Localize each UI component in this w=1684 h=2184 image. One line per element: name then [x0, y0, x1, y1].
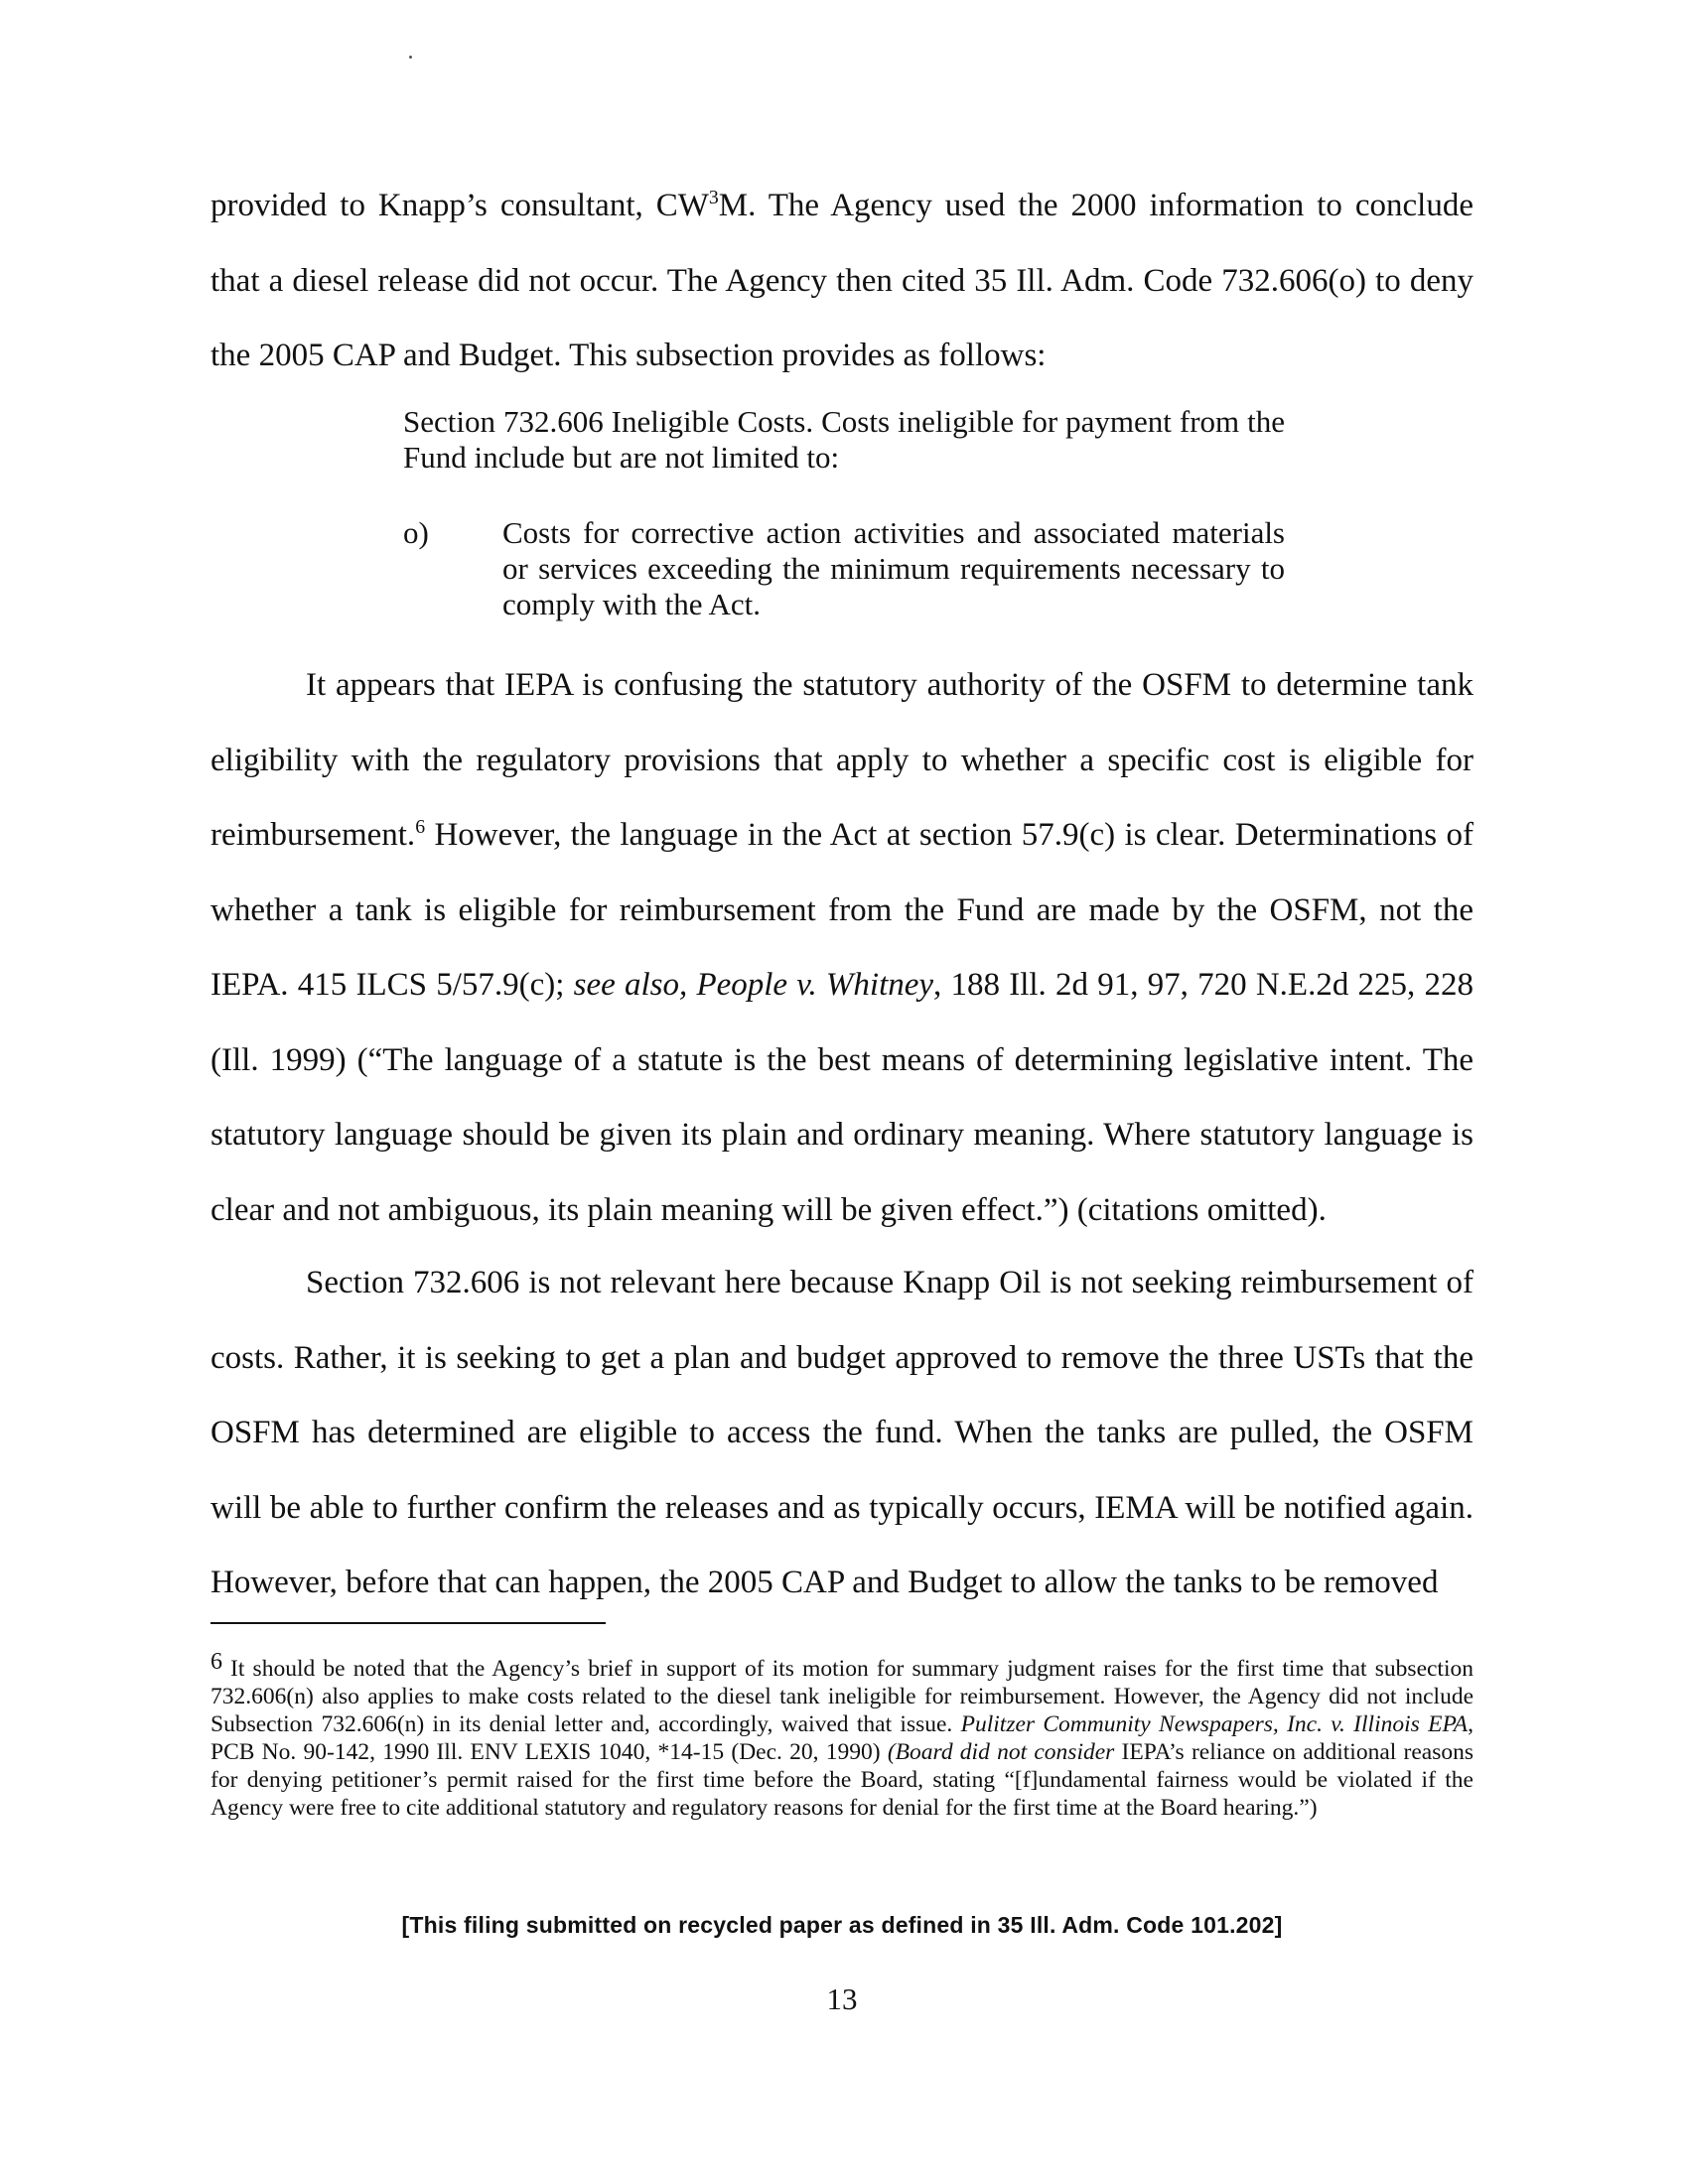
recycled-paper-notice: [This filing submitted on recycled paper as defined in 35 Ill. Adm. Code 101.202]: [401, 1912, 1283, 1938]
footnote-separator: [210, 1622, 606, 1624]
footnote: [210, 1648, 1474, 1822]
footnote-text-c: IEPA’s reliance on additional reasons for denying petitioner’s permit raised for the first time before the Board, stating “[f]undamental fairness would be violated if the Agency were free to cite additional statutory and regulatory reasons for denial for the first time at the Board hearing.”): [210, 1739, 1474, 1821]
paragraph-3: Section 732.606 is not relevant here because Knapp Oil is not seeking reimbursement of costs. Rather, it is seeking to get a plan and budget approved to remove the three USTs that the OSFM has determined are eligible to access the fund. When the tanks are pulled, the OSFM will be able to further confirm the releases and as typically occurs, IEMA will be notified again. However, before that can happen, the 2005 CAP and Budget to allow the tanks to be removed: [210, 1265, 1474, 1600]
paragraph-1: [210, 169, 1474, 394]
scan-speck: [409, 56, 412, 59]
paragraph-2-text-c: , 188 Ill. 2d 91, 97, 720 N.E.2d 225, 228 (Ill. 1999) (“The language of a statute is the best means of determining legislative intent. The statutory language should be given its plain and ordinary meaning. Where statutory language is clear and not ambiguous, its plain meaning will be given effect.”) (citations omitted).: [210, 967, 1474, 1228]
item-text: Costs for corrective action activities and associated materials or services exceeding the minimum requirements necessary to comply with the Act.: [502, 515, 1285, 621]
case-citation: see also, People v. Whitney: [573, 967, 934, 1003]
page-number: 13: [826, 1981, 858, 2016]
superscript-3: 3: [708, 187, 719, 208]
paragraph-1-text-b: M. The Agency used the 2000 information to conclude that a diesel release did not occur. The Agency then cited 35 Ill. Adm. Code 732.606(o) to deny the 2005 CAP and Budget. This subsection provides as follows:: [210, 188, 1474, 373]
footnote-marker: 6: [210, 1649, 222, 1675]
footnote-text-b: , PCB No. 90-142, 1990 Ill. ENV LEXIS 1040, *14-15 (Dec. 20, 1990): [210, 1711, 1474, 1765]
paragraph-2: [210, 648, 1474, 1248]
item-marker: o): [403, 515, 429, 550]
paragraph-1-text-a: provided to Knapp’s consultant, CW: [210, 188, 709, 223]
footnote-text-a: It should be noted that the Agency’s brief in support of its motion for summary judgment raises for the first time that subsection 732.606(n) also applies to make costs related to the diesel tank ineligible for reimbursement. However, the Agency did not include Subsection 732.606(n) in its denial letter and, accordingly, waived that issue.: [210, 1656, 1474, 1737]
footnote-reference: 6: [415, 816, 426, 838]
block-quote-intro: Section 732.606 Ineligible Costs. Costs ineligible for payment from the Fund include but are not limited to:: [403, 404, 1285, 475]
paragraph-2-text-a: It appears that IEPA is confusing the statutory authority of the OSFM to determine tank eligibility with the regulatory provisions that apply to whether a specific cost is eligible for reimbursement.: [210, 667, 1474, 853]
footnote-case-name: Pulitzer Community Newspapers, Inc. v. Illinois EPA: [960, 1711, 1469, 1737]
paragraph-2-text-b: However, the language in the Act at section 57.9(c) is clear. Determinations of whether a tank is eligible for reimbursement from the Fund are made by the OSFM, not the IEPA. 415 ILCS 5/57.9(c);: [210, 817, 1474, 1003]
footnote-parenthetical: (Board did not consider: [887, 1739, 1115, 1765]
block-quote-item: [403, 515, 1285, 622]
